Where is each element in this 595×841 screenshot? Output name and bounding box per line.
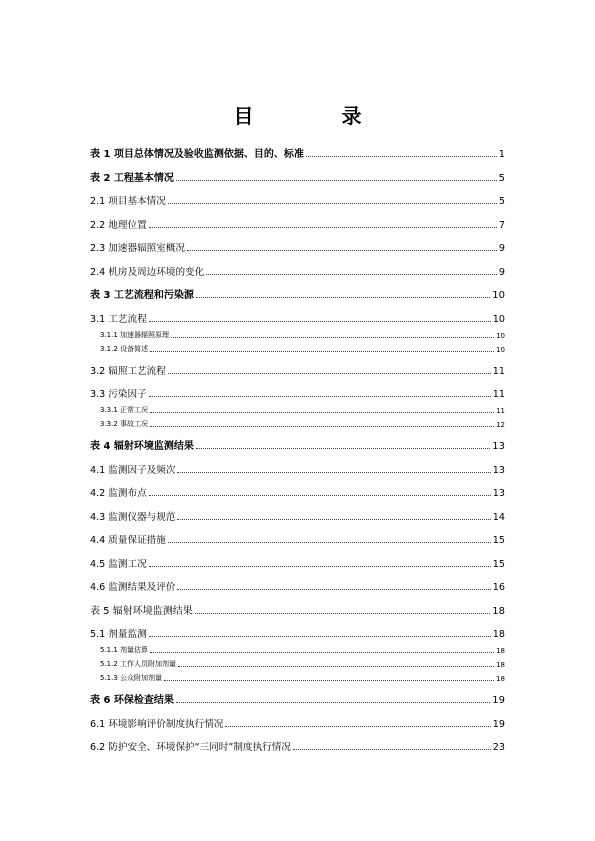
toc-entry[interactable] — [90, 264, 505, 278]
toc-entry[interactable] — [90, 603, 505, 617]
toc-entry[interactable] — [90, 217, 505, 231]
toc-entry[interactable] — [90, 344, 505, 354]
toc-entry-label: 4.5 监测工况 — [90, 558, 147, 570]
toc-entry-label: 5.1.2 工作人员附加剂量 — [100, 660, 177, 668]
dot-leader — [150, 412, 494, 413]
toc-entry[interactable] — [90, 485, 505, 499]
toc-entry[interactable] — [90, 692, 505, 706]
toc-entry-label: 3.3.2 事故工况 — [100, 420, 149, 428]
toc-entry-label: 2.2 地理位置 — [90, 219, 147, 231]
toc-entry[interactable] — [90, 363, 505, 377]
dot-leader — [195, 613, 491, 614]
toc-entry[interactable] — [90, 405, 505, 415]
toc-entry-label: 3.2 辐照工艺流程 — [90, 365, 166, 377]
toc-entry-label: 2.4 机房及周边环境的变化 — [90, 266, 205, 278]
toc-entry[interactable] — [90, 645, 505, 655]
toc-entry[interactable] — [90, 509, 505, 523]
toc-entry-page: 7 — [498, 219, 505, 231]
toc-entry-label: 3.3 污染因子 — [90, 389, 147, 400]
toc-entry-label: 4.3 监测仪器与规范 — [90, 511, 176, 523]
toc-entry[interactable] — [90, 716, 505, 730]
toc-entry-page: 11 — [496, 407, 505, 415]
toc-entry-label: 表 4 辐射环境监测结果 — [90, 441, 194, 452]
toc-entry[interactable] — [90, 532, 505, 546]
toc-entry-label: 2.1 项目基本情况 — [90, 196, 166, 207]
toc-entry-page: 15 — [492, 535, 505, 546]
toc-entry-label: 表 3 工艺流程和污染源 — [90, 290, 194, 301]
dot-leader — [177, 519, 490, 520]
toc-entry-page: 18 — [496, 661, 505, 669]
dot-leader — [225, 726, 490, 727]
dot-leader — [149, 396, 491, 397]
dot-leader — [149, 495, 491, 496]
dot-leader — [150, 426, 494, 427]
toc-entry-label: 表 5 辐射环境监测结果 — [90, 605, 193, 617]
toc-entry-page: 9 — [498, 266, 505, 278]
toc-entry-label: 3.1.1 加速器辐照原理 — [100, 330, 170, 339]
toc-entry-page: 5 — [498, 196, 505, 207]
toc-entry[interactable] — [90, 438, 505, 452]
dot-leader — [177, 472, 490, 473]
toc-entry[interactable] — [90, 146, 505, 160]
toc-entry[interactable] — [90, 287, 505, 301]
dot-leader — [150, 652, 494, 653]
toc-entry[interactable] — [90, 659, 505, 669]
toc-entry-page: 19 — [492, 718, 505, 730]
toc-entry[interactable] — [90, 386, 505, 400]
toc-entry-page: 11 — [492, 365, 505, 377]
toc-entry-page: 16 — [492, 582, 505, 593]
toc-entry-label: 2.3 加速器辐照室概况 — [90, 243, 186, 254]
toc-entry-page: 13 — [492, 464, 505, 476]
dot-leader — [196, 448, 490, 449]
dot-leader — [177, 589, 490, 590]
dot-leader — [187, 250, 497, 251]
toc-entry[interactable] — [90, 626, 505, 640]
toc-entry-page: 1 — [498, 149, 505, 160]
toc-entry-page: 18 — [496, 647, 505, 655]
toc-entry-page: 19 — [492, 695, 505, 706]
dot-leader — [178, 666, 494, 667]
toc-entry-label: 4.6 监测结果及评价 — [90, 582, 176, 593]
toc-entry-page: 13 — [492, 441, 505, 452]
toc-entry-page: 18 — [492, 629, 505, 640]
toc-entry-label: 4.2 监测布点 — [90, 488, 147, 499]
toc-entry-page: 15 — [492, 558, 505, 570]
dot-leader — [149, 321, 491, 322]
dot-leader — [171, 337, 494, 338]
toc-entry-label: 3.1 工艺流程 — [90, 313, 147, 325]
dot-leader — [176, 180, 497, 181]
toc-entry-page: 10 — [496, 331, 505, 340]
toc-entry-page: 5 — [498, 172, 505, 184]
toc-entry[interactable] — [90, 170, 505, 184]
toc-entry-label: 表 1 项目总体情况及验收监测依据、目的、标准 — [90, 149, 304, 160]
toc-entry[interactable] — [90, 311, 505, 325]
toc-entry-page: 18 — [496, 675, 505, 683]
toc-entry-page: 10 — [492, 290, 505, 301]
toc-entry-page: 12 — [496, 421, 505, 429]
toc-entry[interactable] — [90, 673, 505, 683]
dot-leader — [293, 749, 491, 750]
dot-leader — [168, 542, 491, 543]
dot-leader — [196, 297, 490, 298]
toc-entry-page: 11 — [492, 389, 505, 400]
toc-entry-label: 6.1 环境影响评价制度执行情况 — [90, 718, 224, 730]
page-title: 目 录 — [233, 104, 396, 128]
toc-entry-label: 6.2 防护安全、环境保护“三同时”制度执行情况 — [90, 742, 291, 753]
toc-entry-label: 5.1.1 剂量估算 — [100, 646, 149, 654]
toc-entry[interactable] — [90, 462, 505, 476]
toc-entry[interactable] — [90, 739, 505, 753]
dot-leader — [164, 680, 494, 681]
toc-entry-page: 9 — [498, 243, 505, 254]
dot-leader — [149, 566, 491, 567]
toc-entry[interactable] — [90, 193, 505, 207]
dot-leader — [150, 351, 494, 352]
toc-entry[interactable] — [90, 556, 505, 570]
dot-leader — [149, 636, 491, 637]
dot-leader — [168, 203, 497, 204]
toc-entry-label: 3.1.2 设备简述 — [100, 344, 149, 353]
toc-entry-label: 5.1 剂量监测 — [90, 629, 147, 640]
toc-entry[interactable] — [90, 419, 505, 429]
toc-entry-label: 4.4 质量保证措施 — [90, 535, 166, 546]
dot-leader — [206, 274, 497, 275]
toc-entry-page: 23 — [492, 742, 505, 753]
dot-leader — [176, 702, 490, 703]
toc-entry-page: 13 — [492, 488, 505, 499]
toc-entry-page: 10 — [492, 313, 505, 325]
toc-entry-page: 14 — [492, 511, 505, 523]
dot-leader — [149, 227, 497, 228]
toc-entry-label: 5.1.3 公众附加剂量 — [100, 674, 163, 682]
toc-entry-label: 4.1 监测因子及频次 — [90, 464, 176, 476]
toc-entry-label: 表 2 工程基本情况 — [90, 172, 174, 184]
toc-entry[interactable] — [90, 579, 505, 593]
toc-entry-page: 18 — [492, 605, 505, 617]
toc-entry-label: 表 6 环保检查结果 — [90, 695, 174, 706]
toc-entry-label: 3.3.1 正常工况 — [100, 406, 149, 414]
dot-leader — [168, 373, 491, 374]
toc-entry[interactable] — [90, 330, 505, 340]
dot-leader — [306, 156, 497, 157]
toc-entry[interactable] — [90, 240, 505, 254]
toc-entry-page: 10 — [496, 345, 505, 354]
